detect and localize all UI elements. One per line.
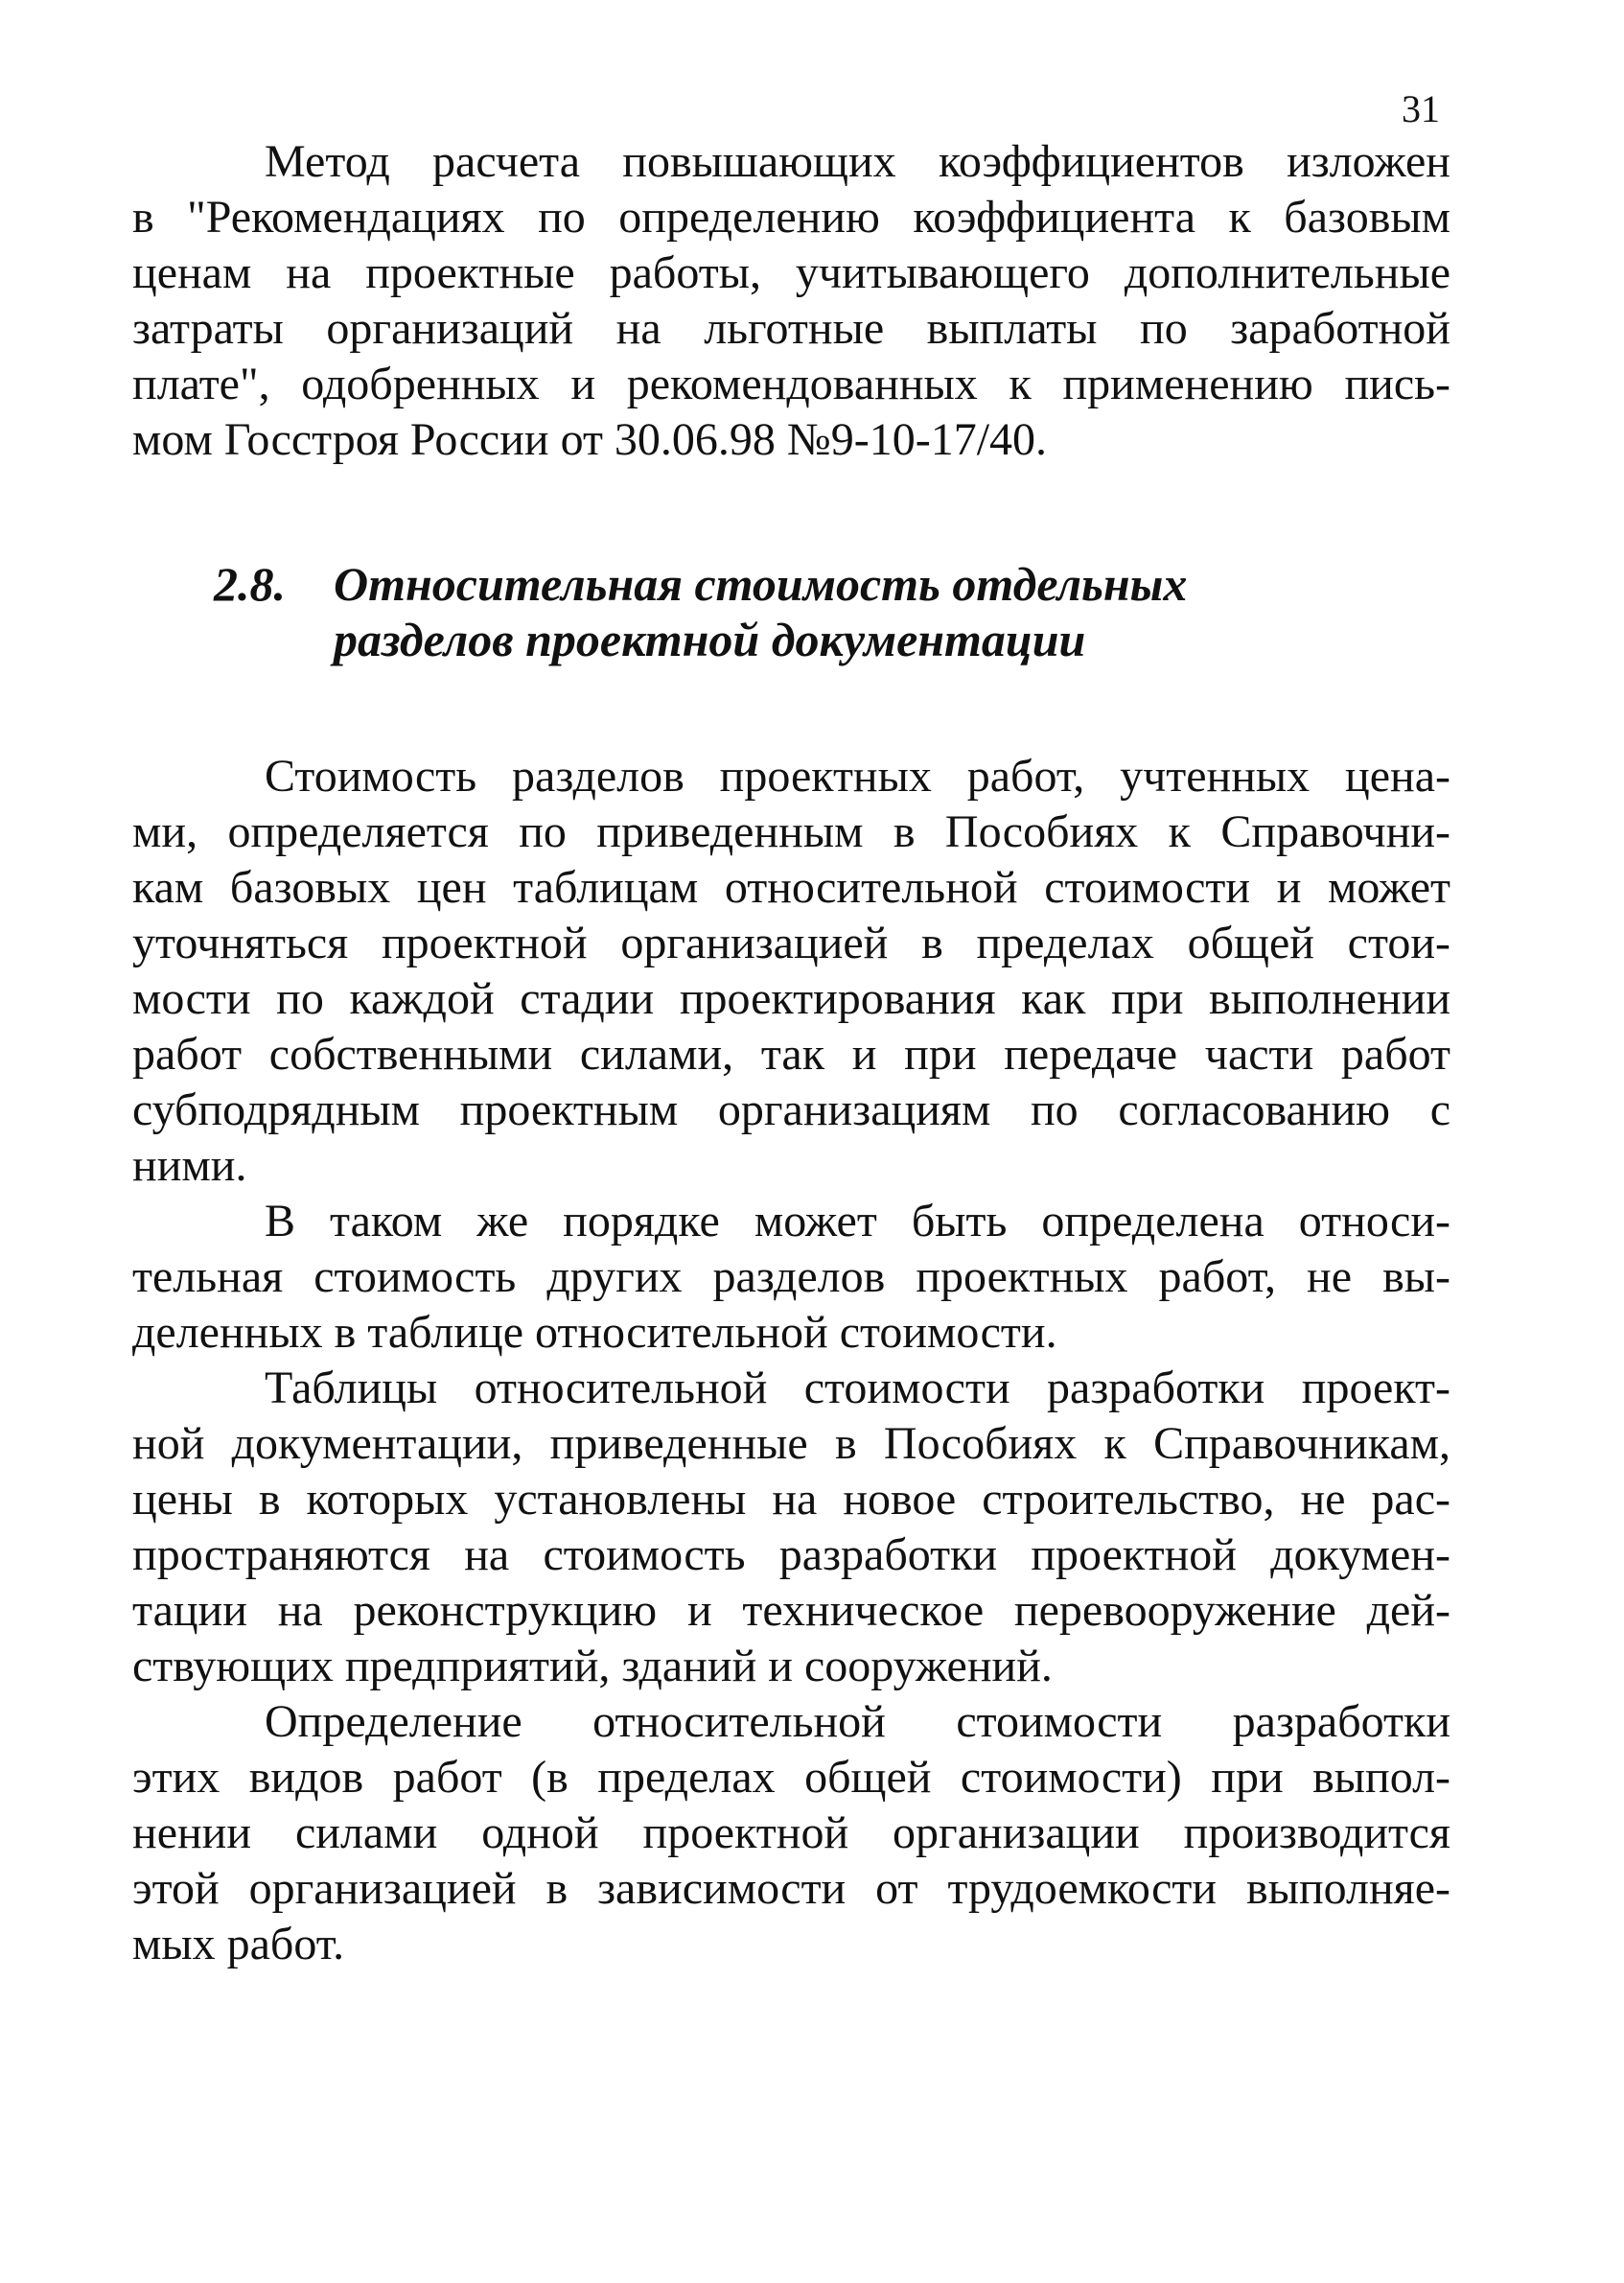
text-line: Определение относительной стоимости разработки xyxy=(265,1696,1450,1747)
section-title-line-2: разделов проектной документации xyxy=(334,613,1086,666)
text-line: плате", одобренных и рекомендованных к применению пись- xyxy=(132,359,1450,409)
section-heading xyxy=(132,556,1450,667)
text-line: кам базовых цен таблицам относительной стоимости и может xyxy=(132,862,1450,913)
text-line: затраты организаций на льготные выплаты по заработной xyxy=(132,303,1450,354)
text-line: этой организацией в зависимости от трудоемкости выполняе- xyxy=(132,1863,1450,1914)
text-line: Стоимость разделов проектных работ, учтенных цена- xyxy=(265,751,1450,802)
text-line: нении силами одной проектной организации производится xyxy=(132,1807,1450,1858)
text-line: мости по каждой стадии проектирования как при выполнении xyxy=(132,973,1450,1024)
body-paragraph xyxy=(132,1361,1450,1694)
text-line: мом Госстроя России от 30.06.98 №9-10-17/40. xyxy=(132,414,1048,465)
body-paragraph xyxy=(132,749,1450,1194)
text-line: Метод расчета повышающих коэффициентов изложен xyxy=(265,136,1450,187)
text-line: деленных в таблице относительной стоимости. xyxy=(132,1307,1057,1358)
text-line: тельная стоимость других разделов проектных работ, не вы- xyxy=(132,1251,1450,1302)
section-body xyxy=(132,749,1450,1972)
text-line: ними. xyxy=(132,1140,247,1191)
text-line: ной документации, приведенные в Пособиях к Справочникам, xyxy=(132,1418,1450,1469)
text-line: Таблицы относительной стоимости разработки проект- xyxy=(265,1363,1450,1413)
section-number: 2.8. xyxy=(214,557,286,611)
text-line: уточняться проектной организацией в пределах общей стои- xyxy=(132,918,1450,968)
page-number: 31 xyxy=(1402,87,1440,130)
intro-paragraph xyxy=(132,134,1450,468)
body-paragraph xyxy=(132,1694,1450,1972)
text-line: ми, определяется по приведенным в Пособиях к Справочни- xyxy=(132,806,1450,857)
text-line: в "Рекомендациях по определению коэффициента к базовым xyxy=(132,192,1450,243)
text-line: ствующих предприятий, зданий и сооружений. xyxy=(132,1641,1053,1691)
text-line: тации на реконструкцию и техническое перевооружение дей- xyxy=(132,1585,1450,1636)
section-title-line-1: Относительная стоимость отдельных xyxy=(334,557,1188,611)
text-line: этих видов работ (в пределах общей стоимости) при выпол- xyxy=(132,1752,1450,1803)
text-line: мых работ. xyxy=(132,1919,345,1969)
body-paragraph xyxy=(132,1194,1450,1361)
page-content xyxy=(132,134,1450,1972)
text-line: В таком же порядке может быть определена относи- xyxy=(265,1196,1450,1246)
text-line: цены в которых установлены на новое строительство, не рас- xyxy=(132,1474,1450,1525)
text-line: пространяются на стоимость разработки проектной докумен- xyxy=(132,1529,1450,1580)
text-line: работ собственными силами, так и при передаче части работ xyxy=(132,1029,1450,1080)
text-line: ценам на проектные работы, учитывающего дополнительные xyxy=(132,247,1450,298)
text-line: субподрядным проектным организациям по согласованию с xyxy=(132,1084,1450,1135)
